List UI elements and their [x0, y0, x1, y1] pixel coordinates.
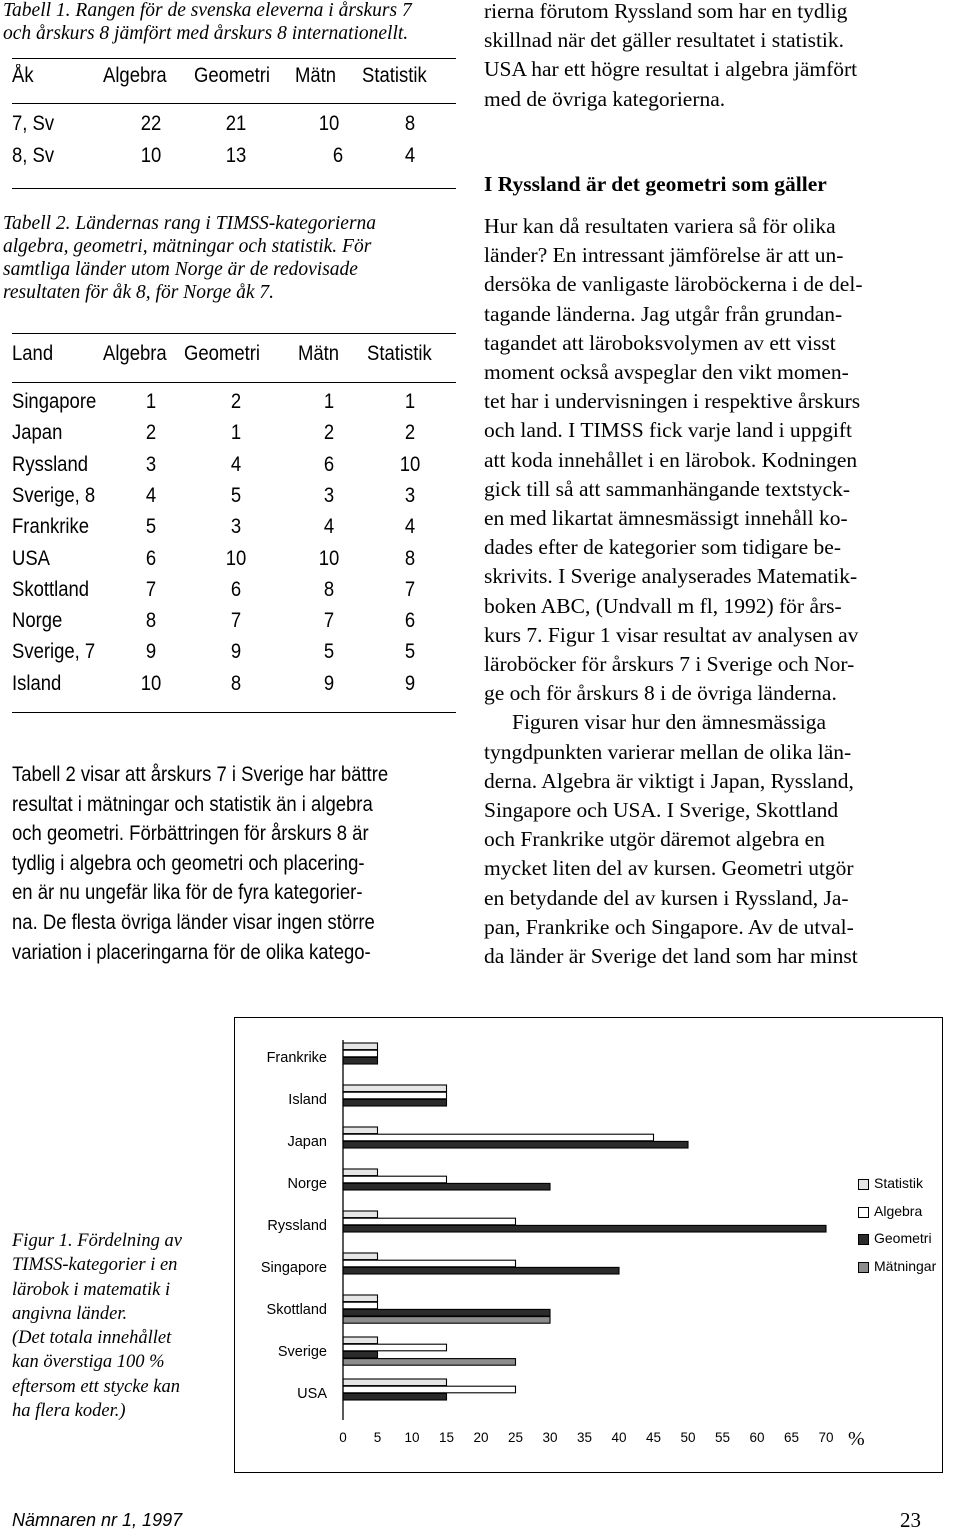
figure-caption-line: ha flera koder.): [12, 1401, 126, 1422]
x-tick-label: 60: [749, 1430, 765, 1445]
table-cell: 10: [399, 452, 421, 476]
table-row: [12, 481, 456, 511]
text-line: resultat i mätningar och statistik än i algebra: [12, 791, 373, 816]
text-line: gick till så att sammanhängande textstyck-: [484, 476, 850, 501]
table-cell: 3: [323, 483, 335, 507]
table-row: [12, 141, 456, 171]
category-label: Ryssland: [267, 1218, 327, 1234]
table-cell: Sverige, 8: [12, 483, 96, 507]
table-cell: Ryssland: [12, 452, 89, 476]
table-row: [12, 575, 456, 605]
x-tick-label: 35: [576, 1430, 593, 1445]
text-line: moment också avspeglar den vikt momen-: [484, 360, 849, 385]
text-line: da länder är Sverige det land som har minst: [484, 944, 858, 969]
text-line: tet har i undervisningen i respektive årskurs: [484, 389, 861, 414]
table2-top-rule: [12, 333, 456, 334]
table-cell: 4: [145, 483, 157, 507]
table-cell: Island: [12, 671, 62, 695]
x-tick-label: 30: [542, 1430, 558, 1445]
text-line: USA har ett högre resultat i algebra jämfört: [484, 57, 858, 82]
table1-top-rule: [12, 58, 456, 59]
table-cell: 8: [404, 546, 416, 570]
table-row: [12, 512, 456, 542]
figure-caption-line: (Det totala innehållet: [12, 1328, 172, 1349]
text-line: tydlig i algebra och geometri och placering-: [12, 850, 365, 875]
table1-header-rule: [12, 103, 456, 104]
table-cell: 3: [145, 452, 157, 476]
text-line: derna. Algebra är viktigt i Japan, Ryssland,: [484, 768, 854, 793]
table-row: [12, 606, 456, 636]
text-line: läroböcker för årskurs 7 i Sverige och Nor-: [484, 652, 855, 677]
table-cell: 2: [230, 390, 242, 413]
table1-header-row: [12, 61, 456, 91]
table-cell: Skottland: [12, 577, 90, 601]
legend-swatch: [858, 1262, 869, 1273]
text-line: en är nu ungefär lika för de fyra kategorier-: [12, 880, 363, 905]
x-tick-label: 50: [680, 1430, 696, 1445]
category-label: Island: [288, 1092, 327, 1108]
legend-label: Algebra: [874, 1202, 923, 1219]
table-cell: 1: [404, 390, 416, 413]
category-label: Frankrike: [266, 1050, 327, 1066]
text-line: skrivits. I Sverige analyserades Matematik-: [484, 564, 858, 589]
figure-caption-line: TIMSS-kategorier i en: [12, 1255, 178, 1276]
table-cell: 1: [145, 390, 157, 413]
table2-header-row: [12, 339, 456, 369]
text-line: länder? En intressant jämförelse är att un-: [484, 243, 844, 268]
text-line: att koda innehållet i en lärobok. Kodningen: [484, 447, 858, 472]
x-tick-label: 10: [404, 1430, 420, 1445]
table-cell: 10: [318, 546, 340, 570]
table-cell: 1: [323, 390, 335, 413]
table2-header-cell: Mätn: [298, 342, 340, 365]
text-line: en betydande del av kursen i Ryssland, Ja-: [484, 885, 849, 910]
category-label: Skottland: [266, 1302, 327, 1318]
right-body-text: [484, 212, 944, 971]
table-cell: 8: [323, 577, 335, 601]
x-tick-label: 55: [714, 1430, 731, 1445]
table1-header-cell: Statistik: [362, 64, 427, 87]
text-line: med de övriga kategorierna.: [484, 86, 726, 111]
text-line: mycket liten del av kursen. Geometri utgör: [484, 856, 854, 881]
table-cell: Japan: [12, 421, 63, 445]
table-cell: 6: [145, 546, 157, 570]
table-cell: 6: [230, 577, 242, 601]
text-line: boken ABC, (Undvall m fl, 1992) för års-: [484, 593, 842, 618]
table-cell: 6: [332, 144, 344, 167]
text-line: dersöka de vanligaste läroböckerna i de del-: [484, 272, 863, 297]
category-label: Norge: [287, 1176, 327, 1192]
text-line: tagandet att läroboksvolymen av ett visst: [484, 330, 836, 355]
legend-swatch: [858, 1234, 869, 1245]
x-tick-label: 65: [783, 1430, 800, 1445]
table-row: [12, 418, 456, 448]
text-line: Tabell 2 visar att årskurs 7 i Sverige har bättre: [12, 762, 389, 786]
table2-bottom-rule: [12, 712, 456, 713]
figure-caption-line: Figur 1. Fördelning av: [12, 1231, 182, 1251]
figure-frame: [234, 1017, 943, 1473]
text-line: na. De flesta övriga länder visar ingen större: [12, 909, 375, 934]
table1: [12, 58, 456, 198]
right-intro-text: [484, 0, 944, 114]
journal-footer: Nämnaren nr 1, 1997: [12, 1510, 183, 1530]
figure-caption-line: eftersom ett stycke kan: [12, 1376, 180, 1397]
legend-label: Geometri: [874, 1230, 932, 1246]
table-cell: 8: [145, 609, 157, 633]
table-row: [12, 637, 456, 667]
table2-caption-line: resultaten för åk 8, för Norge åk 7.: [3, 282, 274, 303]
table2-header-cell: Algebra: [103, 342, 167, 365]
table-cell: 21: [225, 112, 247, 135]
x-tick-label: 45: [645, 1430, 662, 1445]
legend-label: Mätningar: [874, 1257, 937, 1274]
x-tick-label: 40: [611, 1430, 627, 1445]
table-cell: 8: [404, 112, 416, 135]
table-cell: 5: [230, 483, 242, 507]
table1-header-cell: Algebra: [103, 64, 167, 87]
table-cell: 3: [404, 483, 416, 507]
table-row: [12, 669, 456, 699]
text-line: en med likartat ämnesmässigt innehåll ko-: [484, 506, 848, 531]
text-line: variation i placeringarna för de olika katego-: [12, 939, 371, 964]
table-cell: 8, Sv: [12, 144, 55, 167]
table-cell: 10: [140, 144, 162, 167]
legend-swatch: [858, 1179, 869, 1190]
text-line: ge och för årskurs 8 i de övriga länderna.: [484, 681, 837, 706]
table-cell: 10: [140, 671, 162, 695]
table2-header-rule: [12, 382, 456, 383]
table-cell: 5: [323, 640, 335, 664]
table-cell: 2: [145, 421, 157, 445]
table-cell: 9: [230, 640, 242, 664]
text-line: rierna förutom Ryssland som har en tydlig: [484, 0, 848, 23]
table-cell: 10: [318, 112, 340, 135]
table2: [12, 333, 456, 718]
table-row: [12, 109, 456, 139]
table-cell: 10: [225, 546, 247, 570]
table-cell: 4: [323, 515, 335, 539]
table-cell: 4: [230, 452, 242, 476]
x-unit-label: %: [848, 1428, 865, 1450]
table-cell: 9: [145, 640, 157, 664]
table1-header-cell: Åk: [12, 64, 34, 87]
table-row: [12, 387, 456, 417]
table-row: [12, 544, 456, 574]
table1-caption-line: och årskurs 8 jämfört med årskurs 8 internationellt.: [3, 23, 409, 44]
table2-caption-line: algebra, geometri, mätningar och statistik. För: [3, 236, 372, 257]
figure-caption: [12, 1229, 222, 1423]
text-line: Singapore och USA. I Sverige, Skottland: [484, 798, 839, 823]
category-label: USA: [297, 1386, 327, 1402]
text-line: Figuren visar hur den ämnesmässiga: [512, 710, 827, 735]
table-cell: 2: [404, 421, 416, 445]
table-cell: Frankrike: [12, 515, 90, 539]
table-cell: 7: [404, 577, 416, 601]
table2-caption: [3, 212, 463, 304]
text-line: dades efter de kategorier som tidigare be-: [484, 535, 841, 560]
figure-caption-line: angivna länder.: [12, 1303, 128, 1324]
figure-caption-line: lärobok i matematik i: [12, 1279, 171, 1300]
table-cell: 5: [404, 640, 416, 664]
table-cell: 7: [230, 609, 242, 633]
table-cell: 8: [230, 671, 242, 695]
text-line: tagande länderna. Jag utgår från grundan-: [484, 301, 843, 326]
text-line: och geometri. Förbättringen för årskurs 8 är: [12, 821, 369, 846]
table-cell: 5: [145, 515, 157, 539]
table-cell: USA: [12, 546, 51, 570]
table-row: [12, 450, 456, 480]
table2-header-cell: Land: [12, 342, 54, 365]
x-tick-label: 25: [507, 1430, 524, 1445]
figure-caption-line: kan överstiga 100 %: [12, 1352, 165, 1373]
table-cell: 22: [140, 112, 162, 135]
table1-header-cell: Mätn: [295, 64, 337, 87]
table-cell: Singapore: [12, 390, 97, 413]
x-tick-label: 15: [438, 1430, 455, 1445]
x-tick-label: 20: [473, 1430, 489, 1445]
table-cell: Norge: [12, 609, 63, 633]
text-line: pan, Frankrike och Singapore. Av de utval-: [484, 914, 854, 939]
section-heading: I Ryssland är det geometri som gäller: [484, 172, 827, 196]
text-line: kurs 7. Figur 1 visar resultat av analysen av: [484, 622, 859, 647]
x-tick-label: 0: [339, 1430, 347, 1445]
category-label: Sverige: [277, 1344, 327, 1360]
page-number: 23: [900, 1508, 921, 1532]
table-cell: 6: [404, 609, 416, 633]
table-cell: 3: [230, 515, 242, 539]
table-cell: 6: [323, 452, 335, 476]
table-cell: 4: [404, 515, 416, 539]
table-cell: 7: [323, 609, 335, 633]
table-cell: 4: [404, 144, 416, 167]
x-tick-label: 70: [818, 1430, 834, 1445]
table1-bottom-rule: [12, 188, 456, 189]
text-line: Hur kan då resultaten variera så för olika: [484, 214, 836, 238]
legend-label: Statistik: [874, 1175, 924, 1191]
category-label: Japan: [287, 1134, 327, 1150]
table2-caption-line: samtliga länder utom Norge är de redovisade: [3, 259, 358, 280]
text-line: och Frankrike utgör däremot algebra en: [484, 827, 825, 852]
table-cell: 2: [323, 421, 335, 445]
table2-header-cell: Geometri: [184, 342, 260, 365]
table-cell: Sverige, 7: [12, 640, 96, 664]
table1-caption: [3, 0, 463, 45]
table1-header-cell: Geometri: [194, 64, 270, 87]
category-label: Singapore: [260, 1260, 327, 1276]
table2-header-cell: Statistik: [367, 342, 432, 365]
text-line: och land. I TIMSS fick varje land i uppgift: [484, 418, 853, 443]
table-cell: 7: [145, 577, 157, 601]
table2-caption-line: Tabell 2. Ländernas rang i TIMSS-kategorierna: [3, 213, 377, 234]
text-line: tyngdpunkten varierar mellan de olika län-: [484, 739, 852, 764]
table-cell: 13: [225, 144, 247, 167]
table-cell: 9: [323, 671, 335, 695]
left-body-text: [12, 760, 462, 967]
table-cell: 9: [404, 671, 416, 695]
table-cell: 1: [230, 421, 242, 445]
legend-swatch: [858, 1207, 869, 1218]
text-line: skillnad när det gäller resultatet i statistik.: [484, 28, 845, 53]
table-cell: 7, Sv: [12, 112, 55, 135]
table1-caption-line: Tabell 1. Rangen för de svenska eleverna i årskurs 7: [3, 0, 412, 21]
x-tick-label: 5: [373, 1430, 382, 1445]
